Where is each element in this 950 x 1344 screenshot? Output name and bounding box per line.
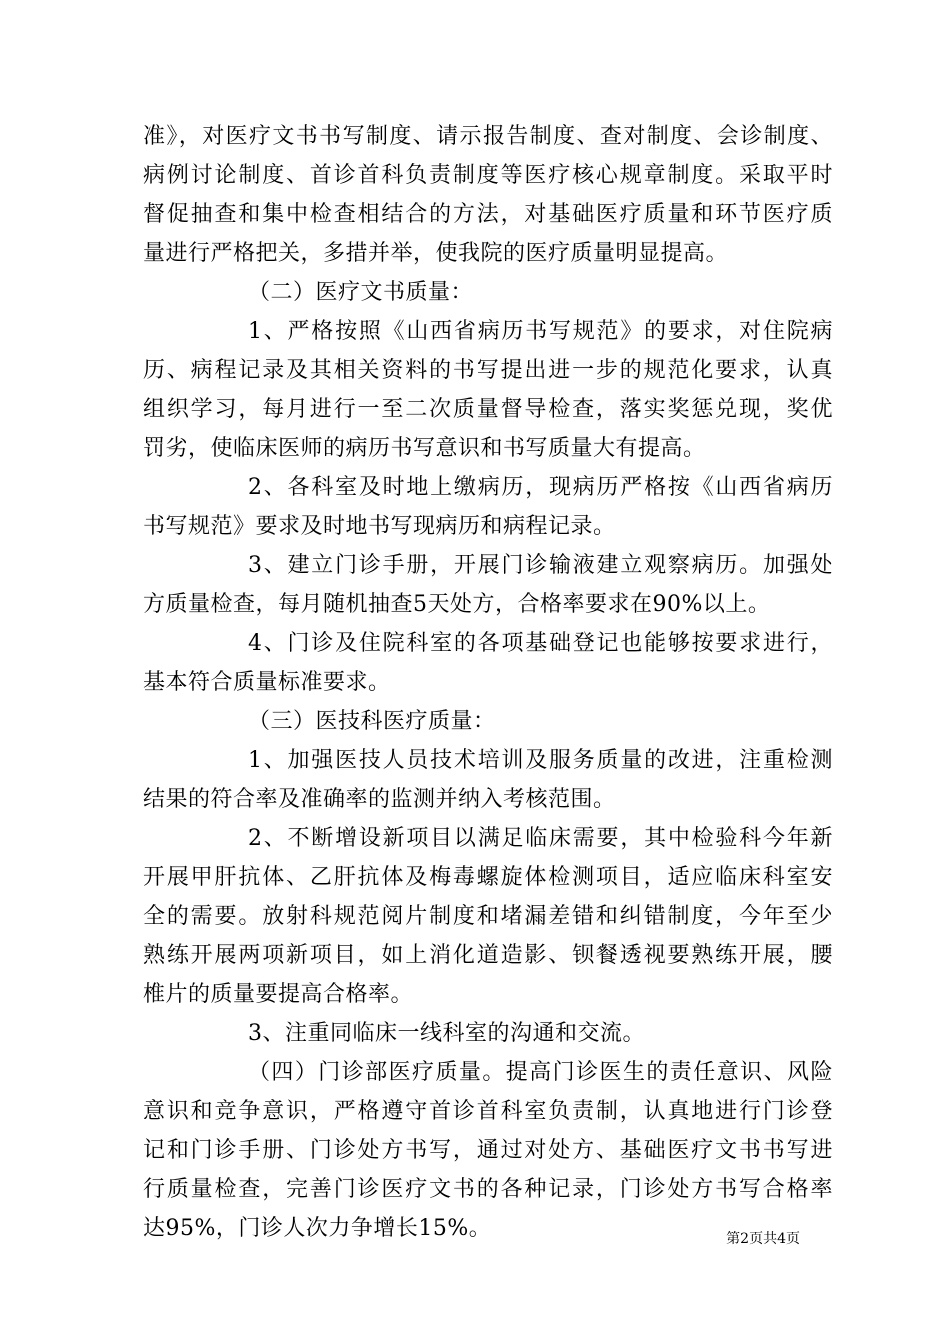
text-line: 量进行严格把关，多措并举，使我院的医疗质量明显提高。 (143, 241, 729, 266)
text-line: 方质量检查，每月随机抽查5天处方，合格率要求在90%以上。 (143, 592, 771, 617)
text-line: 准》，对医疗文书书写制度、请示报告制度、查对制度、会诊制度、 (143, 124, 833, 149)
section-heading: （三）医技科医疗质量： (248, 709, 496, 734)
text-line: 意识和竞争意识，严格遵守首诊首科室负责制，认真地进行门诊登 (143, 1099, 833, 1124)
text-line: 椎片的质量要提高合格率。 (143, 982, 414, 1007)
section-heading: （二）医疗文书质量： (248, 280, 474, 305)
text-line: 结果的符合率及准确率的监测并纳入考核范围。 (143, 787, 616, 812)
text-line: 1、加强医技人员技术培训及服务质量的改进，注重检测 (248, 748, 833, 773)
text-line: 全的需要。放射科规范阅片制度和堵漏差错和纠错制度，今年至少 (143, 904, 833, 929)
text-line: 1、严格按照《山西省病历书写规范》的要求，对住院病 (248, 319, 833, 344)
text-line: 罚劣，使临床医师的病历书写意识和书写质量大有提高。 (143, 436, 706, 461)
text-line: 记和门诊手册、门诊处方书写，通过对处方、基础医疗文书书写进 (143, 1138, 833, 1163)
text-line: 3、注重同临床一线科室的沟通和交流。 (248, 1021, 645, 1046)
text-line: 2、不断增设新项目以满足临床需要，其中检验科今年新 (248, 826, 833, 851)
text-line: 基本符合质量标准要求。 (143, 670, 391, 695)
section-heading: （四）门诊部医疗质量。提高门诊医生的责任意识、风险 (248, 1060, 833, 1085)
text-line: 组织学习，每月进行一至二次质量督导检查，落实奖惩兑现，奖优 (143, 397, 833, 422)
text-line: 4、门诊及住院科室的各项基础登记也能够按要求进行， (248, 631, 833, 656)
text-line: 书写规范》要求及时地书写现病历和病程记录。 (143, 514, 616, 539)
text-line: 行质量检查，完善门诊医疗文书的各种记录，门诊处方书写合格率 (143, 1177, 833, 1202)
text-line: 督促抽查和集中检查相结合的方法，对基础医疗质量和环节医疗质 (143, 202, 833, 227)
text-line: 2、各科室及时地上缴病历，现病历严格按《山西省病历 (248, 475, 833, 500)
text-line: 开展甲肝抗体、乙肝抗体及梅毒螺旋体检测项目，适应临床科室安 (143, 865, 833, 890)
page-number: 第2页共4页 (726, 1231, 800, 1247)
text-line: 3、建立门诊手册，开展门诊输液建立观察病历。加强处 (248, 553, 833, 578)
text-line: 病例讨论制度、首诊首科负责制度等医疗核心规章制度。采取平时 (143, 163, 833, 188)
text-line: 历、病程记录及其相关资料的书写提出进一步的规范化要求，认真 (143, 358, 833, 383)
text-line: 达95%，门诊人次力争增长15%。 (143, 1216, 492, 1241)
text-line: 熟练开展两项新项目，如上消化道造影、钡餐透视要熟练开展，腰 (143, 943, 833, 968)
